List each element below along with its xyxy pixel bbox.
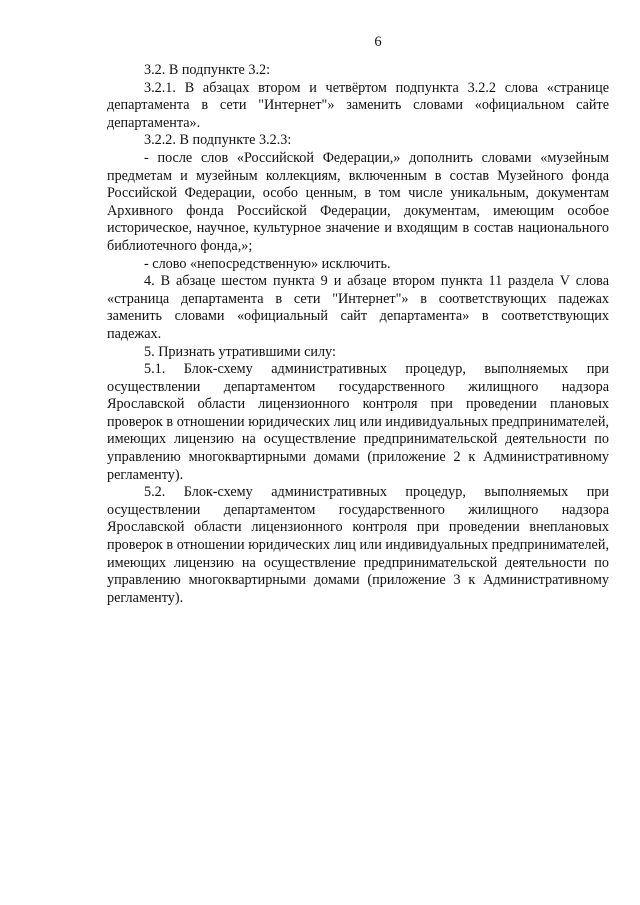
paragraph-5-2: 5.2. Блок-схему административных процедур, выполняемых при осуществлении департаментом государственного жилищного надзора Ярославской области лицензионного контроля при проведении внеплановых проверок в отношении юридических лиц или индивидуальных предпринимателей, имеющих лицензию на осуществление предпринимательской деятельности по управлению многоквартирными домами (приложение 3 к Административному регламенту). [107, 484, 609, 606]
paragraph-5-1: 5.1. Блок-схему административных процедур, выполняемых при осуществлении департаментом государственного жилищного надзора Ярославской области лицензионного контроля при проведении плановых проверок в отношении юридических лиц или индивидуальных предпринимателей, имеющих лицензию на осуществление предпринимательской деятельности по управлению многоквартирными домами (приложение 2 к Административному регламенту). [107, 361, 609, 483]
paragraph-3-2-1: 3.2.1. В абзацах втором и четвёртом подпункта 3.2.2 слова «странице департамента в сети "Интернет"» заменить словами «официальном сайте департамента». [107, 79, 609, 131]
paragraph-4: 4. В абзаце шестом пункта 9 и абзаце втором пункта 11 раздела V слова «страница департамента в сети "Интернет"» в соответствующих падежах заменить словами «официальный сайт департамента» в соответствующих падежах. [107, 273, 609, 342]
paragraph-3-2-2: 3.2.2. В подпункте 3.2.3: [144, 132, 292, 149]
paragraph-5: 5. Признать утратившими силу: [144, 343, 336, 360]
page-number: 6 [374, 34, 382, 50]
document-body [107, 62, 609, 607]
paragraph-3-2: 3.2. В подпункте 3.2: [144, 62, 271, 78]
paragraph-dash-add-words: - после слов «Российской Федерации,» дополнить словами «музейным предметам и музейным коллекциям, включенным в состав Музейного фонда Российской Федерации, особо ценным, в том числе уникальным, документам Архивного фонда Российской Федерации, документам, имеющим особое историческое, научное, культурное значение и входящим в состав национального библиотечного фонда,»; [107, 149, 609, 254]
paragraph-dash-exclude-word: - слово «непосредственную» исключить. [144, 255, 391, 272]
